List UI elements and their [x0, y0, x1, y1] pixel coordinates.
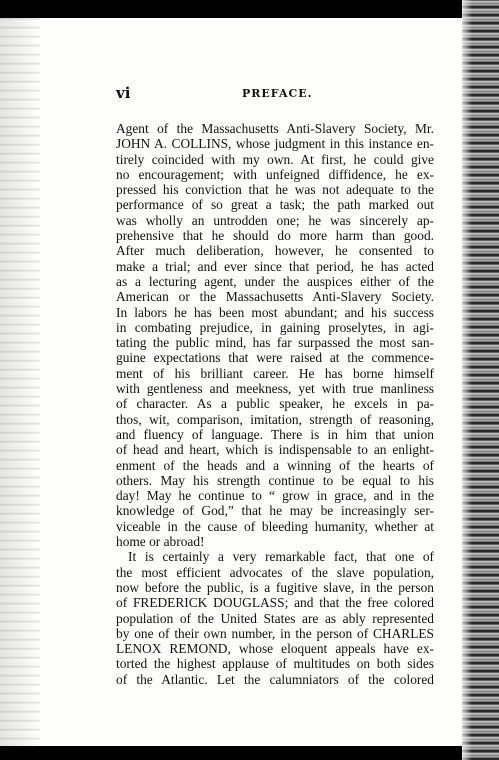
text-line: of character. As a public speaker, he excels in pa- — [116, 396, 434, 412]
text-line: was wholly an untrodden one; he was sincerely ap- — [116, 212, 434, 228]
page-gutter-left — [0, 18, 40, 746]
text-line: make a trial; and ever since that period, he has acted — [116, 258, 434, 274]
text-line: of the Atlantic. Let the calumniators of the colored — [116, 671, 434, 687]
text-line: pressed his conviction that he was not adequate to the — [116, 182, 434, 198]
text-line: population of the United States are as ably represented — [116, 610, 434, 626]
text-line: knowledge of God,” that he may be increasingly ser- — [116, 503, 434, 519]
text-line: of FREDERICK DOUGLASS; and that the free colored — [116, 595, 434, 611]
page-header — [116, 84, 436, 106]
text-line: American or the Massachusetts Anti-Slavery Society. — [116, 289, 434, 305]
text-line: prehensive that he should do more harm than good. — [116, 228, 434, 244]
text-line: Agent of the Massachusetts Anti-Slavery Society, Mr. — [116, 121, 434, 136]
text-line: as a lecturing agent, under the auspices either of the — [116, 273, 434, 289]
text-line: JOHN A. COLLINS, whose judgment in this instance en- — [116, 136, 434, 152]
text-line: guine expectations that were raised at the commence- — [116, 350, 434, 366]
text-line: tating the public mind, has far surpassed the most san- — [116, 335, 434, 351]
text-line: viceable in the cause of bleeding humanity, whether at — [116, 518, 434, 534]
page-edge-shadow — [462, 0, 472, 760]
text-line: of head and heart, which is indispensable to an enlight- — [116, 442, 434, 458]
text-line: enment of the heads and a winning of the hearts of — [116, 457, 434, 473]
text-line: others. May his strength continue to be equal to his — [116, 472, 434, 488]
text-line: the most efficient advocates of the slave population, — [116, 564, 434, 580]
text-line: It is certainly a very remarkable fact, that one of — [128, 549, 434, 565]
text-line: performance of so great a task; the path marked out — [116, 197, 434, 213]
text-line: day! May he continue to “ grow in grace, and in the — [116, 488, 434, 504]
text-line: by one of their own number, in the person of CHARLES — [116, 625, 434, 641]
text-line: no encouragement; with unfeigned diffidence, he ex- — [116, 166, 434, 182]
text-line: home or abroad! — [116, 534, 205, 550]
page-number: vi — [116, 84, 131, 102]
text-line: In labors he has been most abundant; and his success — [116, 304, 434, 320]
text-line: torted the highest applause of multitudes on both sides — [116, 656, 434, 672]
text-line: ment of his brilliant career. He has borne himself — [116, 365, 434, 381]
body-text — [116, 121, 434, 687]
text-line: thos, wit, comparison, imitation, strength of reasoning, — [116, 411, 434, 427]
text-line: with gentleness and meekness, yet with true manliness — [116, 381, 434, 397]
text-line: After much deliberation, however, he consented to — [116, 243, 434, 259]
text-line: in combating prejudice, in gaining proselytes, in agi- — [116, 319, 434, 335]
text-line: LENOX REMOND, whose eloquent appeals have ex- — [116, 641, 434, 657]
text-line: tirely coincided with my own. At first, he could give — [116, 151, 434, 167]
running-title: PREFACE. — [242, 87, 313, 100]
text-line: and fluency of language. There is in him that union — [116, 426, 434, 442]
text-line: now before the public, is a fugitive slave, in the person — [116, 579, 434, 595]
